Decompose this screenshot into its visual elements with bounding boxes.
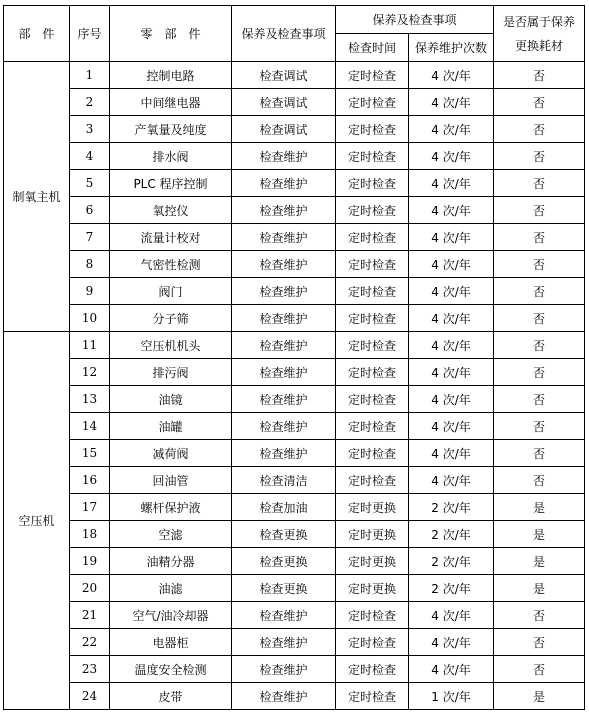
item-cell: 检查维护 [232, 440, 336, 467]
component-cell: 油精分器 [110, 548, 232, 575]
freq-cell: 4 次/年 [409, 359, 494, 386]
consumable-cell: 否 [494, 224, 585, 251]
table-row [4, 602, 585, 629]
table-row [4, 521, 585, 548]
component-cell: 减荷阀 [110, 440, 232, 467]
component-cell: 螺杆保护液 [110, 494, 232, 521]
header-component: 零 部 件 [110, 6, 232, 62]
part-cell: 空压机 [4, 332, 70, 710]
table-row [4, 278, 585, 305]
item-cell: 检查维护 [232, 602, 336, 629]
table-row [4, 143, 585, 170]
seq-cell: 3 [70, 116, 110, 143]
seq-cell: 24 [70, 683, 110, 710]
component-cell: 空压机机头 [110, 332, 232, 359]
header-time: 检查时间 [336, 34, 409, 62]
item-cell: 检查维护 [232, 656, 336, 683]
freq-cell: 2 次/年 [409, 494, 494, 521]
component-cell: 分子筛 [110, 305, 232, 332]
seq-cell: 2 [70, 89, 110, 116]
time-cell: 定时检查 [336, 602, 409, 629]
component-cell: 流量计校对 [110, 224, 232, 251]
header-item: 保养及检查事项 [232, 6, 336, 62]
seq-cell: 15 [70, 440, 110, 467]
freq-cell: 4 次/年 [409, 332, 494, 359]
time-cell: 定时检查 [336, 332, 409, 359]
freq-cell: 2 次/年 [409, 521, 494, 548]
seq-cell: 11 [70, 332, 110, 359]
seq-cell: 19 [70, 548, 110, 575]
item-cell: 检查维护 [232, 386, 336, 413]
time-cell: 定时检查 [336, 413, 409, 440]
time-cell: 定时检查 [336, 359, 409, 386]
consumable-cell: 否 [494, 305, 585, 332]
time-cell: 定时检查 [336, 440, 409, 467]
consumable-cell: 否 [494, 62, 585, 89]
seq-cell: 4 [70, 143, 110, 170]
item-cell: 检查维护 [232, 224, 336, 251]
freq-cell: 4 次/年 [409, 143, 494, 170]
consumable-cell: 否 [494, 386, 585, 413]
time-cell: 定时检查 [336, 305, 409, 332]
table-row [4, 575, 585, 602]
header-group: 保养及检查事项 [336, 6, 494, 34]
time-cell: 定时检查 [336, 467, 409, 494]
table-row [4, 224, 585, 251]
item-cell: 检查维护 [232, 197, 336, 224]
item-cell: 检查维护 [232, 359, 336, 386]
seq-cell: 20 [70, 575, 110, 602]
seq-cell: 23 [70, 656, 110, 683]
item-cell: 检查维护 [232, 278, 336, 305]
part-cell: 制氧主机 [4, 62, 70, 332]
seq-cell: 9 [70, 278, 110, 305]
time-cell: 定时检查 [336, 89, 409, 116]
consumable-cell: 否 [494, 89, 585, 116]
item-cell: 检查调试 [232, 89, 336, 116]
item-cell: 检查维护 [232, 413, 336, 440]
consumable-cell: 否 [494, 251, 585, 278]
table-row [4, 332, 585, 359]
seq-cell: 5 [70, 170, 110, 197]
freq-cell: 4 次/年 [409, 386, 494, 413]
consumable-cell: 否 [494, 170, 585, 197]
component-cell: 油滤 [110, 575, 232, 602]
time-cell: 定时检查 [336, 656, 409, 683]
item-cell: 检查调试 [232, 62, 336, 89]
header-seq: 序号 [70, 6, 110, 62]
header-freq: 保养维护次数 [409, 34, 494, 62]
consumable-cell: 否 [494, 629, 585, 656]
consumable-cell: 否 [494, 656, 585, 683]
component-cell: 排污阀 [110, 359, 232, 386]
component-cell: 回油管 [110, 467, 232, 494]
consumable-cell: 是 [494, 494, 585, 521]
component-cell: 中间继电器 [110, 89, 232, 116]
consumable-cell: 否 [494, 359, 585, 386]
time-cell: 定时检查 [336, 683, 409, 710]
table-header [4, 6, 585, 62]
time-cell: 定时更换 [336, 548, 409, 575]
time-cell: 定时检查 [336, 62, 409, 89]
item-cell: 检查更换 [232, 575, 336, 602]
maintenance-table [3, 5, 585, 710]
item-cell: 检查维护 [232, 251, 336, 278]
table-row [4, 116, 585, 143]
freq-cell: 4 次/年 [409, 305, 494, 332]
seq-cell: 16 [70, 467, 110, 494]
time-cell: 定时检查 [336, 278, 409, 305]
item-cell: 检查维护 [232, 332, 336, 359]
table-row [4, 359, 585, 386]
consumable-cell: 否 [494, 440, 585, 467]
time-cell: 定时检查 [336, 224, 409, 251]
freq-cell: 4 次/年 [409, 89, 494, 116]
consumable-cell: 否 [494, 278, 585, 305]
component-cell: 电器柜 [110, 629, 232, 656]
item-cell: 检查加油 [232, 494, 336, 521]
consumable-cell: 否 [494, 116, 585, 143]
seq-cell: 8 [70, 251, 110, 278]
table-body [4, 62, 585, 710]
table-row [4, 89, 585, 116]
seq-cell: 21 [70, 602, 110, 629]
table-row [4, 413, 585, 440]
component-cell: 气密性检测 [110, 251, 232, 278]
item-cell: 检查更换 [232, 521, 336, 548]
consumable-cell: 是 [494, 548, 585, 575]
seq-cell: 6 [70, 197, 110, 224]
seq-cell: 22 [70, 629, 110, 656]
freq-cell: 4 次/年 [409, 629, 494, 656]
table-row [4, 251, 585, 278]
consumable-cell: 是 [494, 683, 585, 710]
consumable-cell: 是 [494, 521, 585, 548]
time-cell: 定时检查 [336, 386, 409, 413]
table-row [4, 305, 585, 332]
item-cell: 检查维护 [232, 629, 336, 656]
time-cell: 定时检查 [336, 143, 409, 170]
time-cell: 定时检查 [336, 170, 409, 197]
seq-cell: 17 [70, 494, 110, 521]
seq-cell: 18 [70, 521, 110, 548]
consumable-cell: 是 [494, 575, 585, 602]
table-row [4, 467, 585, 494]
item-cell: 检查维护 [232, 305, 336, 332]
time-cell: 定时检查 [336, 197, 409, 224]
time-cell: 定时检查 [336, 116, 409, 143]
freq-cell: 4 次/年 [409, 224, 494, 251]
freq-cell: 4 次/年 [409, 440, 494, 467]
freq-cell: 4 次/年 [409, 413, 494, 440]
table-row [4, 386, 585, 413]
freq-cell: 4 次/年 [409, 251, 494, 278]
consumable-cell: 否 [494, 143, 585, 170]
component-cell: 空滤 [110, 521, 232, 548]
time-cell: 定时更换 [336, 521, 409, 548]
table-row [4, 170, 585, 197]
time-cell: 定时检查 [336, 251, 409, 278]
item-cell: 检查调试 [232, 116, 336, 143]
consumable-cell: 否 [494, 332, 585, 359]
component-cell: 产氧量及纯度 [110, 116, 232, 143]
freq-cell: 4 次/年 [409, 197, 494, 224]
item-cell: 检查清洁 [232, 467, 336, 494]
component-cell: 阀门 [110, 278, 232, 305]
seq-cell: 13 [70, 386, 110, 413]
table-row [4, 656, 585, 683]
time-cell: 定时更换 [336, 575, 409, 602]
header-consumable-line1: 是否属于保养 [503, 14, 576, 29]
freq-cell: 4 次/年 [409, 467, 494, 494]
table-row [4, 62, 585, 89]
consumable-cell: 否 [494, 413, 585, 440]
table-row [4, 197, 585, 224]
consumable-cell: 否 [494, 197, 585, 224]
seq-cell: 14 [70, 413, 110, 440]
component-cell: 氧控仪 [110, 197, 232, 224]
freq-cell: 4 次/年 [409, 602, 494, 629]
consumable-cell: 否 [494, 467, 585, 494]
freq-cell: 2 次/年 [409, 575, 494, 602]
time-cell: 定时更换 [336, 494, 409, 521]
component-cell: 油罐 [110, 413, 232, 440]
seq-cell: 1 [70, 62, 110, 89]
freq-cell: 4 次/年 [409, 170, 494, 197]
table-row [4, 683, 585, 710]
table-row [4, 494, 585, 521]
component-cell: 皮带 [110, 683, 232, 710]
seq-cell: 12 [70, 359, 110, 386]
freq-cell: 4 次/年 [409, 656, 494, 683]
time-cell: 定时检查 [336, 629, 409, 656]
consumable-cell: 否 [494, 602, 585, 629]
table-row [4, 440, 585, 467]
component-cell: PLC 程序控制 [110, 170, 232, 197]
seq-cell: 7 [70, 224, 110, 251]
freq-cell: 2 次/年 [409, 548, 494, 575]
table-row [4, 629, 585, 656]
header-consumable-line2: 更换耗材 [515, 38, 564, 53]
item-cell: 检查更换 [232, 548, 336, 575]
component-cell: 空气/油冷却器 [110, 602, 232, 629]
freq-cell: 1 次/年 [409, 683, 494, 710]
component-cell: 温度安全检测 [110, 656, 232, 683]
component-cell: 油镜 [110, 386, 232, 413]
freq-cell: 4 次/年 [409, 278, 494, 305]
component-cell: 控制电路 [110, 62, 232, 89]
component-cell: 排水阀 [110, 143, 232, 170]
freq-cell: 4 次/年 [409, 62, 494, 89]
table-row [4, 548, 585, 575]
item-cell: 检查维护 [232, 170, 336, 197]
header-consumable [494, 6, 585, 62]
freq-cell: 4 次/年 [409, 116, 494, 143]
item-cell: 检查维护 [232, 143, 336, 170]
item-cell: 检查维护 [232, 683, 336, 710]
seq-cell: 10 [70, 305, 110, 332]
header-part: 部 件 [4, 6, 70, 62]
